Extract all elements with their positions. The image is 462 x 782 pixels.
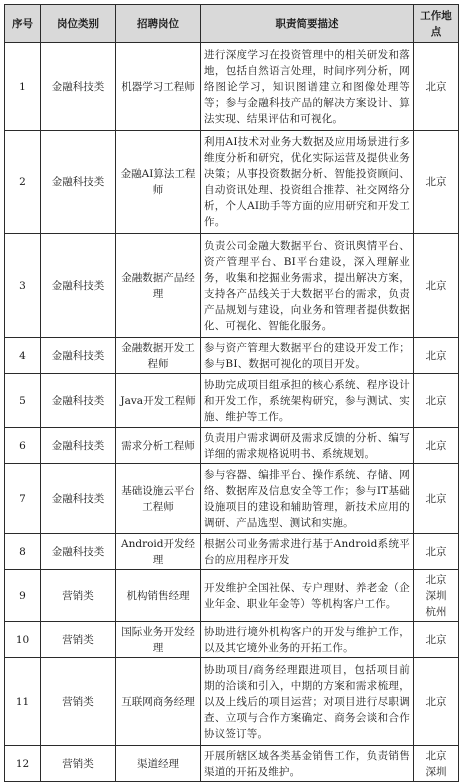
header-position: 招聘岗位: [116, 5, 201, 43]
cell-location: 北京: [414, 43, 459, 131]
cell-position: 基础设施云平台工程师: [116, 464, 201, 534]
cell-position: 需求分析工程师: [116, 428, 201, 464]
cell-no: 12: [5, 746, 41, 782]
cell-no: 6: [5, 428, 41, 464]
cell-no: 9: [5, 570, 41, 622]
cell-duties: 根据公司业务需求进行基于Android系统平台的应用程序开发: [201, 534, 414, 570]
cell-location: 北京 深圳: [414, 746, 459, 782]
table-row: [5, 746, 459, 782]
cell-no: 8: [5, 534, 41, 570]
cell-duties: 利用AI技术对业务大数据及应用场景进行多维度分析和研究，优化实际运营及提供业务决策；从事投资数据分析、智能投资顾问、自动资讯处理、投资组合推荐、社交网络分析，个人AI助手等方面的应用研究和开发工作。: [201, 131, 414, 234]
cell-category: 金融科技类: [41, 428, 116, 464]
cell-location: 北京: [414, 534, 459, 570]
table-row: [5, 131, 459, 234]
cell-location: 北京: [414, 622, 459, 658]
cell-category: 金融科技类: [41, 234, 116, 338]
cell-no: 7: [5, 464, 41, 534]
cell-duties: 参与资产管理大数据平台的建设开发工作；参与BI、数据可视化的项目开发。: [201, 338, 414, 374]
cell-no: 10: [5, 622, 41, 658]
header-no: 序号: [5, 5, 41, 43]
table-row: [5, 534, 459, 570]
cell-no: 5: [5, 374, 41, 428]
cell-position: Android开发经理: [116, 534, 201, 570]
cell-category: 营销类: [41, 622, 116, 658]
table-row: [5, 428, 459, 464]
cell-no: 2: [5, 131, 41, 234]
cell-category: 营销类: [41, 658, 116, 746]
cell-position: 渠道经理: [116, 746, 201, 782]
cell-location: 北京: [414, 658, 459, 746]
table-row: [5, 658, 459, 746]
cell-category: 金融科技类: [41, 43, 116, 131]
cell-duties: 进行深度学习在投资管理中的相关研发和落地，包括自然语言处理，时间序列分析，网络图论学习，知识图谱建立和图像处理等等；参与金融科技产品的解决方案设计、算法实现、结果评估和可视化。: [201, 43, 414, 131]
cell-position: 机构销售经理: [116, 570, 201, 622]
cell-position: 金融AI算法工程师: [116, 131, 201, 234]
cell-no: 3: [5, 234, 41, 338]
cell-category: 金融科技类: [41, 464, 116, 534]
cell-category: 营销类: [41, 746, 116, 782]
cell-duties: 负责用户需求调研及需求反馈的分析、编写详细的需求规格说明书、系统规划。: [201, 428, 414, 464]
cell-location: 北京 深圳 杭州: [414, 570, 459, 622]
cell-category: 营销类: [41, 570, 116, 622]
table-row: [5, 464, 459, 534]
cell-location: 北京: [414, 338, 459, 374]
cell-location: 北京: [414, 234, 459, 338]
cell-no: 1: [5, 43, 41, 131]
cell-duties: 参与容器、编排平台、操作系统、存储、网络、数据库及信息安全等工作；参与IT基础设施项目的建设和辅助管理，新技术应用的调研、产品选型、测试和实施。: [201, 464, 414, 534]
cell-category: 金融科技类: [41, 338, 116, 374]
table-row: [5, 374, 459, 428]
header-category: 岗位类别: [41, 5, 116, 43]
header-duties: 职责简要描述: [201, 5, 414, 43]
cell-location: 北京: [414, 428, 459, 464]
table-row: [5, 338, 459, 374]
cell-category: 金融科技类: [41, 131, 116, 234]
cell-duties: 协助项目/商务经理跟进项目，包括项目前期的洽谈和引入，中期的方案和需求梳理，以及上线后的项目运营；对项目进行尽职调查、立项与合作方案确定、商务会谈和合作协议签订等。: [201, 658, 414, 746]
cell-position: 金融数据开发工程师: [116, 338, 201, 374]
cell-duties: 开发维护全国社保、专户理财、养老金（企业年金、职业年金等）等机构客户工作。: [201, 570, 414, 622]
cell-category: 金融科技类: [41, 374, 116, 428]
cell-location: 北京: [414, 131, 459, 234]
cell-position: 国际业务开发经理: [116, 622, 201, 658]
cell-category: 金融科技类: [41, 534, 116, 570]
table-row: [5, 43, 459, 131]
cell-duties: 协助完成项目组承担的核心系统、程序设计和开发工作，系统架构研究，参与测试、实施、维护等工作。: [201, 374, 414, 428]
cell-duties: 负责公司金融大数据平台、资讯舆情平台、资产管理平台、BI平台建设，深入理解业务，收集和挖掘业务需求，提出解决方案，支持各产品线关于大数据平台的需求，负责产品规划与建设，向业务和管理者提供数据化、可视化、智能化服务。: [201, 234, 414, 338]
cell-position: 机器学习工程师: [116, 43, 201, 131]
cell-location: 北京: [414, 374, 459, 428]
cell-position: 互联网商务经理: [116, 658, 201, 746]
cell-duties: 协助进行境外机构客户的开发与维护工作，以及其它境外业务的开拓工作。: [201, 622, 414, 658]
cell-location: 北京: [414, 464, 459, 534]
table-row: [5, 622, 459, 658]
header-location: 工作地点: [414, 5, 459, 43]
table-row: [5, 234, 459, 338]
cell-no: 4: [5, 338, 41, 374]
cell-duties: 开展所辖区域各类基金销售工作，负责销售渠道的开拓及维护。: [201, 746, 414, 782]
table-row: [5, 570, 459, 622]
header-row: [5, 5, 459, 43]
cell-position: 金融数据产品经理: [116, 234, 201, 338]
job-openings-table: [4, 4, 459, 782]
cell-position: Java开发工程师: [116, 374, 201, 428]
cell-no: 11: [5, 658, 41, 746]
